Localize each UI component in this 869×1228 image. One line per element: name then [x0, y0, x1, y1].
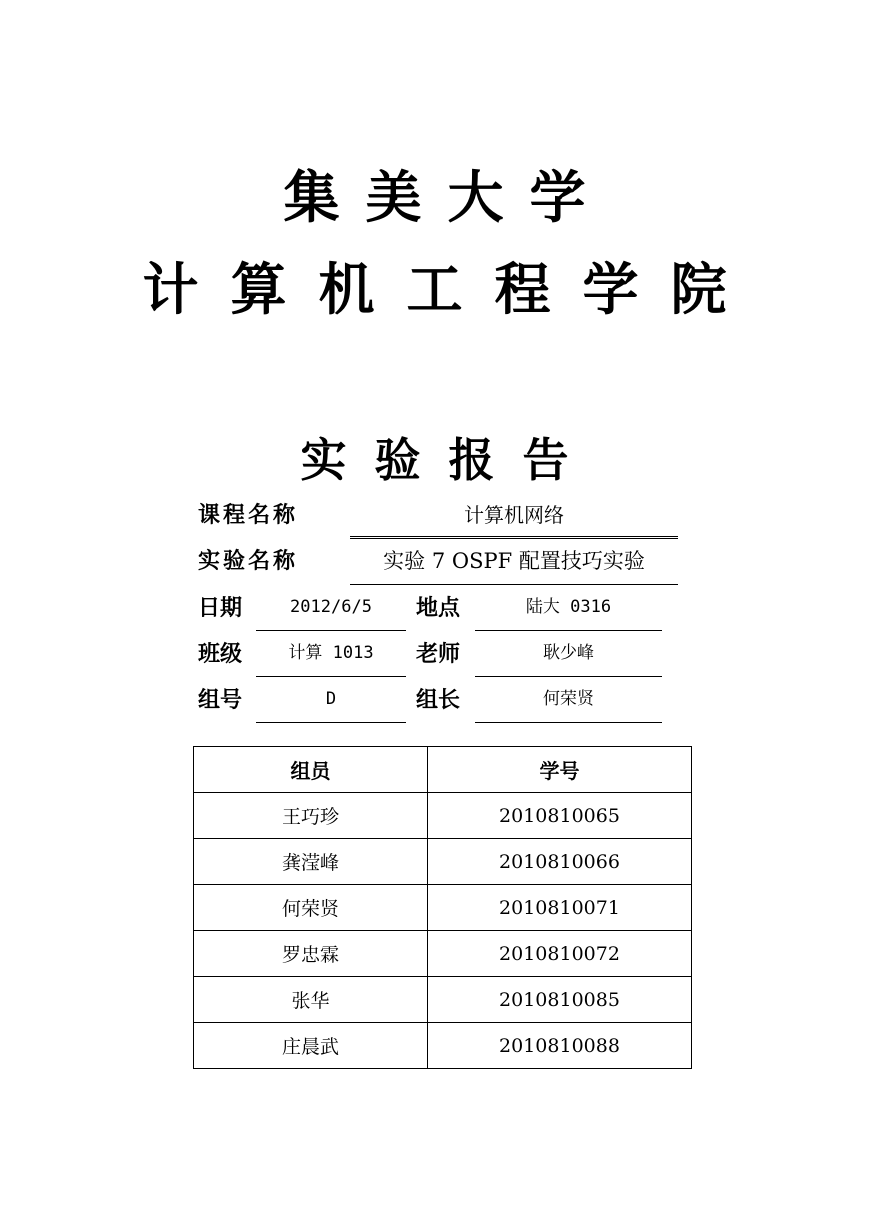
table-row [194, 931, 692, 977]
experiment-value: 实验 7 OSPF 配置技巧实验 [350, 538, 678, 585]
header-member: 组员 [194, 747, 428, 793]
student-id: 2010810066 [428, 839, 692, 885]
class-value: 计算 1013 [256, 636, 406, 677]
group-label: 组号 [198, 687, 243, 713]
member-name: 龚滢峰 [194, 839, 428, 885]
student-id: 2010810085 [428, 977, 692, 1023]
member-name: 张华 [194, 977, 428, 1023]
members-table [193, 746, 692, 1069]
location-label: 地点 [416, 595, 461, 621]
student-id: 2010810088 [428, 1023, 692, 1069]
member-name: 何荣贤 [194, 885, 428, 931]
course-label: 课程名称 [198, 502, 299, 528]
group-value: D [256, 682, 406, 723]
table-row [194, 839, 692, 885]
table-row [194, 1023, 692, 1069]
college-name: 计算机工程学院 [142, 258, 759, 323]
table-header-row [194, 747, 692, 793]
table-row [194, 977, 692, 1023]
leader-label: 组长 [416, 687, 461, 713]
teacher-value: 耿少峰 [475, 636, 662, 677]
date-label: 日期 [198, 595, 243, 621]
report-title: 实验报告 [300, 433, 597, 487]
table-row [194, 885, 692, 931]
student-id: 2010810065 [428, 793, 692, 839]
university-name: 集美大学 [283, 166, 612, 231]
leader-value: 何荣贤 [475, 682, 662, 723]
location-value: 陆大 0316 [475, 590, 662, 631]
header-student-id: 学号 [428, 747, 692, 793]
student-id: 2010810072 [428, 931, 692, 977]
class-label: 班级 [198, 641, 243, 667]
teacher-label: 老师 [416, 641, 461, 667]
date-value: 2012/6/5 [256, 590, 406, 631]
course-value: 计算机网络 [350, 498, 678, 537]
student-id: 2010810071 [428, 885, 692, 931]
experiment-label: 实验名称 [198, 548, 299, 574]
member-name: 庄晨武 [194, 1023, 428, 1069]
member-name: 罗忠霖 [194, 931, 428, 977]
member-name: 王巧珍 [194, 793, 428, 839]
table-row [194, 793, 692, 839]
